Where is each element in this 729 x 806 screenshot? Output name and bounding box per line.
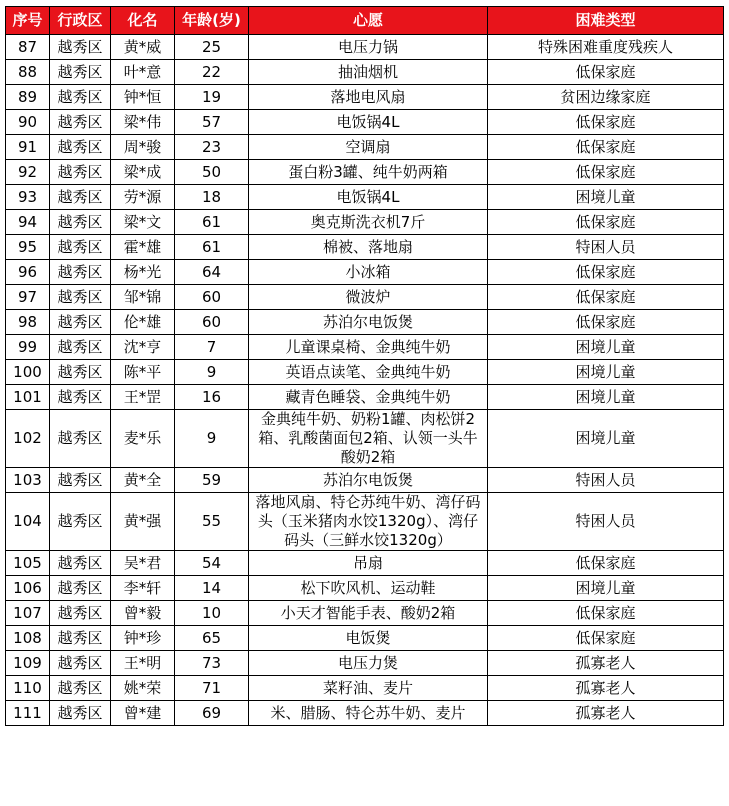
cell-wish: 吊扇 (249, 551, 488, 576)
cell-district: 越秀区 (50, 410, 111, 468)
cell-wish: 金典纯牛奶、奶粉1罐、肉松饼2箱、乳酸菌面包2箱、认领一头牛酸奶2箱 (249, 410, 488, 468)
table-row (6, 385, 724, 410)
cell-age: 9 (175, 360, 249, 385)
cell-name: 梁*成 (111, 160, 175, 185)
cell-type: 特困人员 (488, 468, 724, 493)
cell-type: 低保家庭 (488, 160, 724, 185)
table-row (6, 601, 724, 626)
cell-type: 困境儿童 (488, 385, 724, 410)
cell-no: 106 (6, 576, 50, 601)
cell-name: 曾*建 (111, 701, 175, 726)
cell-name: 麦*乐 (111, 410, 175, 468)
cell-age: 22 (175, 60, 249, 85)
header-row (6, 7, 724, 35)
cell-district: 越秀区 (50, 651, 111, 676)
cell-no: 100 (6, 360, 50, 385)
cell-district: 越秀区 (50, 285, 111, 310)
cell-age: 60 (175, 310, 249, 335)
cell-type: 贫困边缘家庭 (488, 85, 724, 110)
cell-no: 91 (6, 135, 50, 160)
table-row (6, 285, 724, 310)
cell-age: 7 (175, 335, 249, 360)
cell-no: 111 (6, 701, 50, 726)
cell-district: 越秀区 (50, 110, 111, 135)
cell-name: 陈*平 (111, 360, 175, 385)
cell-type: 低保家庭 (488, 60, 724, 85)
table-row (6, 335, 724, 360)
cell-type: 困境儿童 (488, 335, 724, 360)
cell-age: 61 (175, 235, 249, 260)
cell-age: 9 (175, 410, 249, 468)
cell-no: 107 (6, 601, 50, 626)
cell-no: 93 (6, 185, 50, 210)
cell-age: 54 (175, 551, 249, 576)
cell-district: 越秀区 (50, 385, 111, 410)
cell-wish: 电饭锅4L (249, 110, 488, 135)
cell-no: 94 (6, 210, 50, 235)
cell-district: 越秀区 (50, 35, 111, 60)
cell-district: 越秀区 (50, 626, 111, 651)
header-age: 年龄(岁) (175, 7, 249, 35)
cell-wish: 藏青色睡袋、金典纯牛奶 (249, 385, 488, 410)
cell-age: 59 (175, 468, 249, 493)
cell-district: 越秀区 (50, 310, 111, 335)
cell-name: 钟*恒 (111, 85, 175, 110)
cell-name: 杨*光 (111, 260, 175, 285)
cell-type: 低保家庭 (488, 310, 724, 335)
cell-name: 黄*威 (111, 35, 175, 60)
cell-wish: 奥克斯洗衣机7斤 (249, 210, 488, 235)
cell-no: 89 (6, 85, 50, 110)
cell-age: 16 (175, 385, 249, 410)
cell-name: 邹*锦 (111, 285, 175, 310)
cell-age: 71 (175, 676, 249, 701)
cell-district: 越秀区 (50, 493, 111, 551)
cell-district: 越秀区 (50, 335, 111, 360)
table-row (6, 551, 724, 576)
cell-type: 孤寡老人 (488, 651, 724, 676)
cell-wish: 松下吹风机、运动鞋 (249, 576, 488, 601)
table-row (6, 410, 724, 468)
cell-name: 周*骏 (111, 135, 175, 160)
cell-no: 95 (6, 235, 50, 260)
cell-wish: 菜籽油、麦片 (249, 676, 488, 701)
cell-age: 64 (175, 260, 249, 285)
cell-age: 69 (175, 701, 249, 726)
table-row (6, 360, 724, 385)
cell-wish: 小冰箱 (249, 260, 488, 285)
cell-no: 104 (6, 493, 50, 551)
table-row (6, 235, 724, 260)
table-row (6, 35, 724, 60)
table-row (6, 576, 724, 601)
cell-type: 低保家庭 (488, 601, 724, 626)
cell-wish: 苏泊尔电饭煲 (249, 310, 488, 335)
cell-name: 姚*荣 (111, 676, 175, 701)
cell-district: 越秀区 (50, 160, 111, 185)
cell-district: 越秀区 (50, 676, 111, 701)
cell-age: 10 (175, 601, 249, 626)
cell-name: 曾*毅 (111, 601, 175, 626)
cell-age: 14 (175, 576, 249, 601)
cell-district: 越秀区 (50, 135, 111, 160)
cell-wish: 电饭煲 (249, 626, 488, 651)
table-row (6, 60, 724, 85)
cell-name: 梁*文 (111, 210, 175, 235)
cell-no: 98 (6, 310, 50, 335)
cell-wish: 电压力锅 (249, 35, 488, 60)
cell-age: 61 (175, 210, 249, 235)
cell-name: 伦*雄 (111, 310, 175, 335)
cell-name: 黄*全 (111, 468, 175, 493)
cell-age: 25 (175, 35, 249, 60)
cell-wish: 米、腊肠、特仑苏牛奶、麦片 (249, 701, 488, 726)
cell-wish: 蛋白粉3罐、纯牛奶两箱 (249, 160, 488, 185)
cell-wish: 微波炉 (249, 285, 488, 310)
cell-district: 越秀区 (50, 601, 111, 626)
cell-age: 19 (175, 85, 249, 110)
cell-no: 97 (6, 285, 50, 310)
cell-no: 96 (6, 260, 50, 285)
cell-type: 困境儿童 (488, 360, 724, 385)
cell-name: 王*罡 (111, 385, 175, 410)
table-row (6, 701, 724, 726)
cell-no: 110 (6, 676, 50, 701)
cell-type: 困境儿童 (488, 576, 724, 601)
cell-wish: 苏泊尔电饭煲 (249, 468, 488, 493)
table-row (6, 160, 724, 185)
cell-type: 低保家庭 (488, 551, 724, 576)
cell-no: 90 (6, 110, 50, 135)
cell-no: 109 (6, 651, 50, 676)
cell-type: 困境儿童 (488, 410, 724, 468)
cell-age: 18 (175, 185, 249, 210)
cell-district: 越秀区 (50, 60, 111, 85)
cell-district: 越秀区 (50, 260, 111, 285)
cell-age: 55 (175, 493, 249, 551)
cell-age: 65 (175, 626, 249, 651)
wish-table (5, 6, 724, 726)
cell-no: 99 (6, 335, 50, 360)
cell-name: 沈*亨 (111, 335, 175, 360)
cell-name: 霍*雄 (111, 235, 175, 260)
cell-wish: 抽油烟机 (249, 60, 488, 85)
cell-no: 88 (6, 60, 50, 85)
cell-name: 梁*伟 (111, 110, 175, 135)
cell-type: 特困人员 (488, 235, 724, 260)
cell-age: 73 (175, 651, 249, 676)
cell-no: 105 (6, 551, 50, 576)
cell-age: 50 (175, 160, 249, 185)
cell-type: 低保家庭 (488, 210, 724, 235)
header-no: 序号 (6, 7, 50, 35)
cell-type: 困境儿童 (488, 185, 724, 210)
cell-wish: 电饭锅4L (249, 185, 488, 210)
cell-type: 低保家庭 (488, 285, 724, 310)
cell-no: 103 (6, 468, 50, 493)
cell-name: 钟*珍 (111, 626, 175, 651)
cell-type: 低保家庭 (488, 110, 724, 135)
cell-type: 特殊困难重度残疾人 (488, 35, 724, 60)
cell-district: 越秀区 (50, 551, 111, 576)
cell-no: 101 (6, 385, 50, 410)
cell-district: 越秀区 (50, 360, 111, 385)
cell-district: 越秀区 (50, 468, 111, 493)
table-row (6, 310, 724, 335)
table-row (6, 135, 724, 160)
cell-district: 越秀区 (50, 185, 111, 210)
cell-wish: 电压力煲 (249, 651, 488, 676)
cell-name: 劳*源 (111, 185, 175, 210)
cell-no: 92 (6, 160, 50, 185)
table-row (6, 626, 724, 651)
cell-name: 王*明 (111, 651, 175, 676)
table-row (6, 260, 724, 285)
cell-wish: 小天才智能手表、酸奶2箱 (249, 601, 488, 626)
table-row (6, 493, 724, 551)
cell-type: 低保家庭 (488, 260, 724, 285)
table-row (6, 210, 724, 235)
header-district: 行政区 (50, 7, 111, 35)
cell-type: 低保家庭 (488, 135, 724, 160)
header-type: 困难类型 (488, 7, 724, 35)
table-row (6, 110, 724, 135)
cell-type: 孤寡老人 (488, 676, 724, 701)
cell-name: 李*轩 (111, 576, 175, 601)
cell-type: 孤寡老人 (488, 701, 724, 726)
cell-name: 黄*强 (111, 493, 175, 551)
cell-wish: 英语点读笔、金典纯牛奶 (249, 360, 488, 385)
cell-name: 叶*意 (111, 60, 175, 85)
cell-no: 87 (6, 35, 50, 60)
cell-type: 低保家庭 (488, 626, 724, 651)
cell-name: 吴*君 (111, 551, 175, 576)
cell-no: 102 (6, 410, 50, 468)
table-row (6, 185, 724, 210)
cell-wish: 儿童课桌椅、金典纯牛奶 (249, 335, 488, 360)
table-row (6, 85, 724, 110)
table-row (6, 468, 724, 493)
cell-age: 57 (175, 110, 249, 135)
table-row (6, 676, 724, 701)
cell-wish: 落地风扇、特仑苏纯牛奶、湾仔码头（玉米猪肉水饺1320g）、湾仔码头（三鲜水饺1320g） (249, 493, 488, 551)
header-wish: 心愿 (249, 7, 488, 35)
cell-district: 越秀区 (50, 210, 111, 235)
cell-wish: 棉被、落地扇 (249, 235, 488, 260)
cell-wish: 落地电风扇 (249, 85, 488, 110)
table-row (6, 651, 724, 676)
cell-type: 特困人员 (488, 493, 724, 551)
cell-age: 23 (175, 135, 249, 160)
cell-district: 越秀区 (50, 235, 111, 260)
cell-district: 越秀区 (50, 701, 111, 726)
cell-district: 越秀区 (50, 576, 111, 601)
cell-age: 60 (175, 285, 249, 310)
cell-wish: 空调扇 (249, 135, 488, 160)
header-name: 化名 (111, 7, 175, 35)
cell-district: 越秀区 (50, 85, 111, 110)
cell-no: 108 (6, 626, 50, 651)
